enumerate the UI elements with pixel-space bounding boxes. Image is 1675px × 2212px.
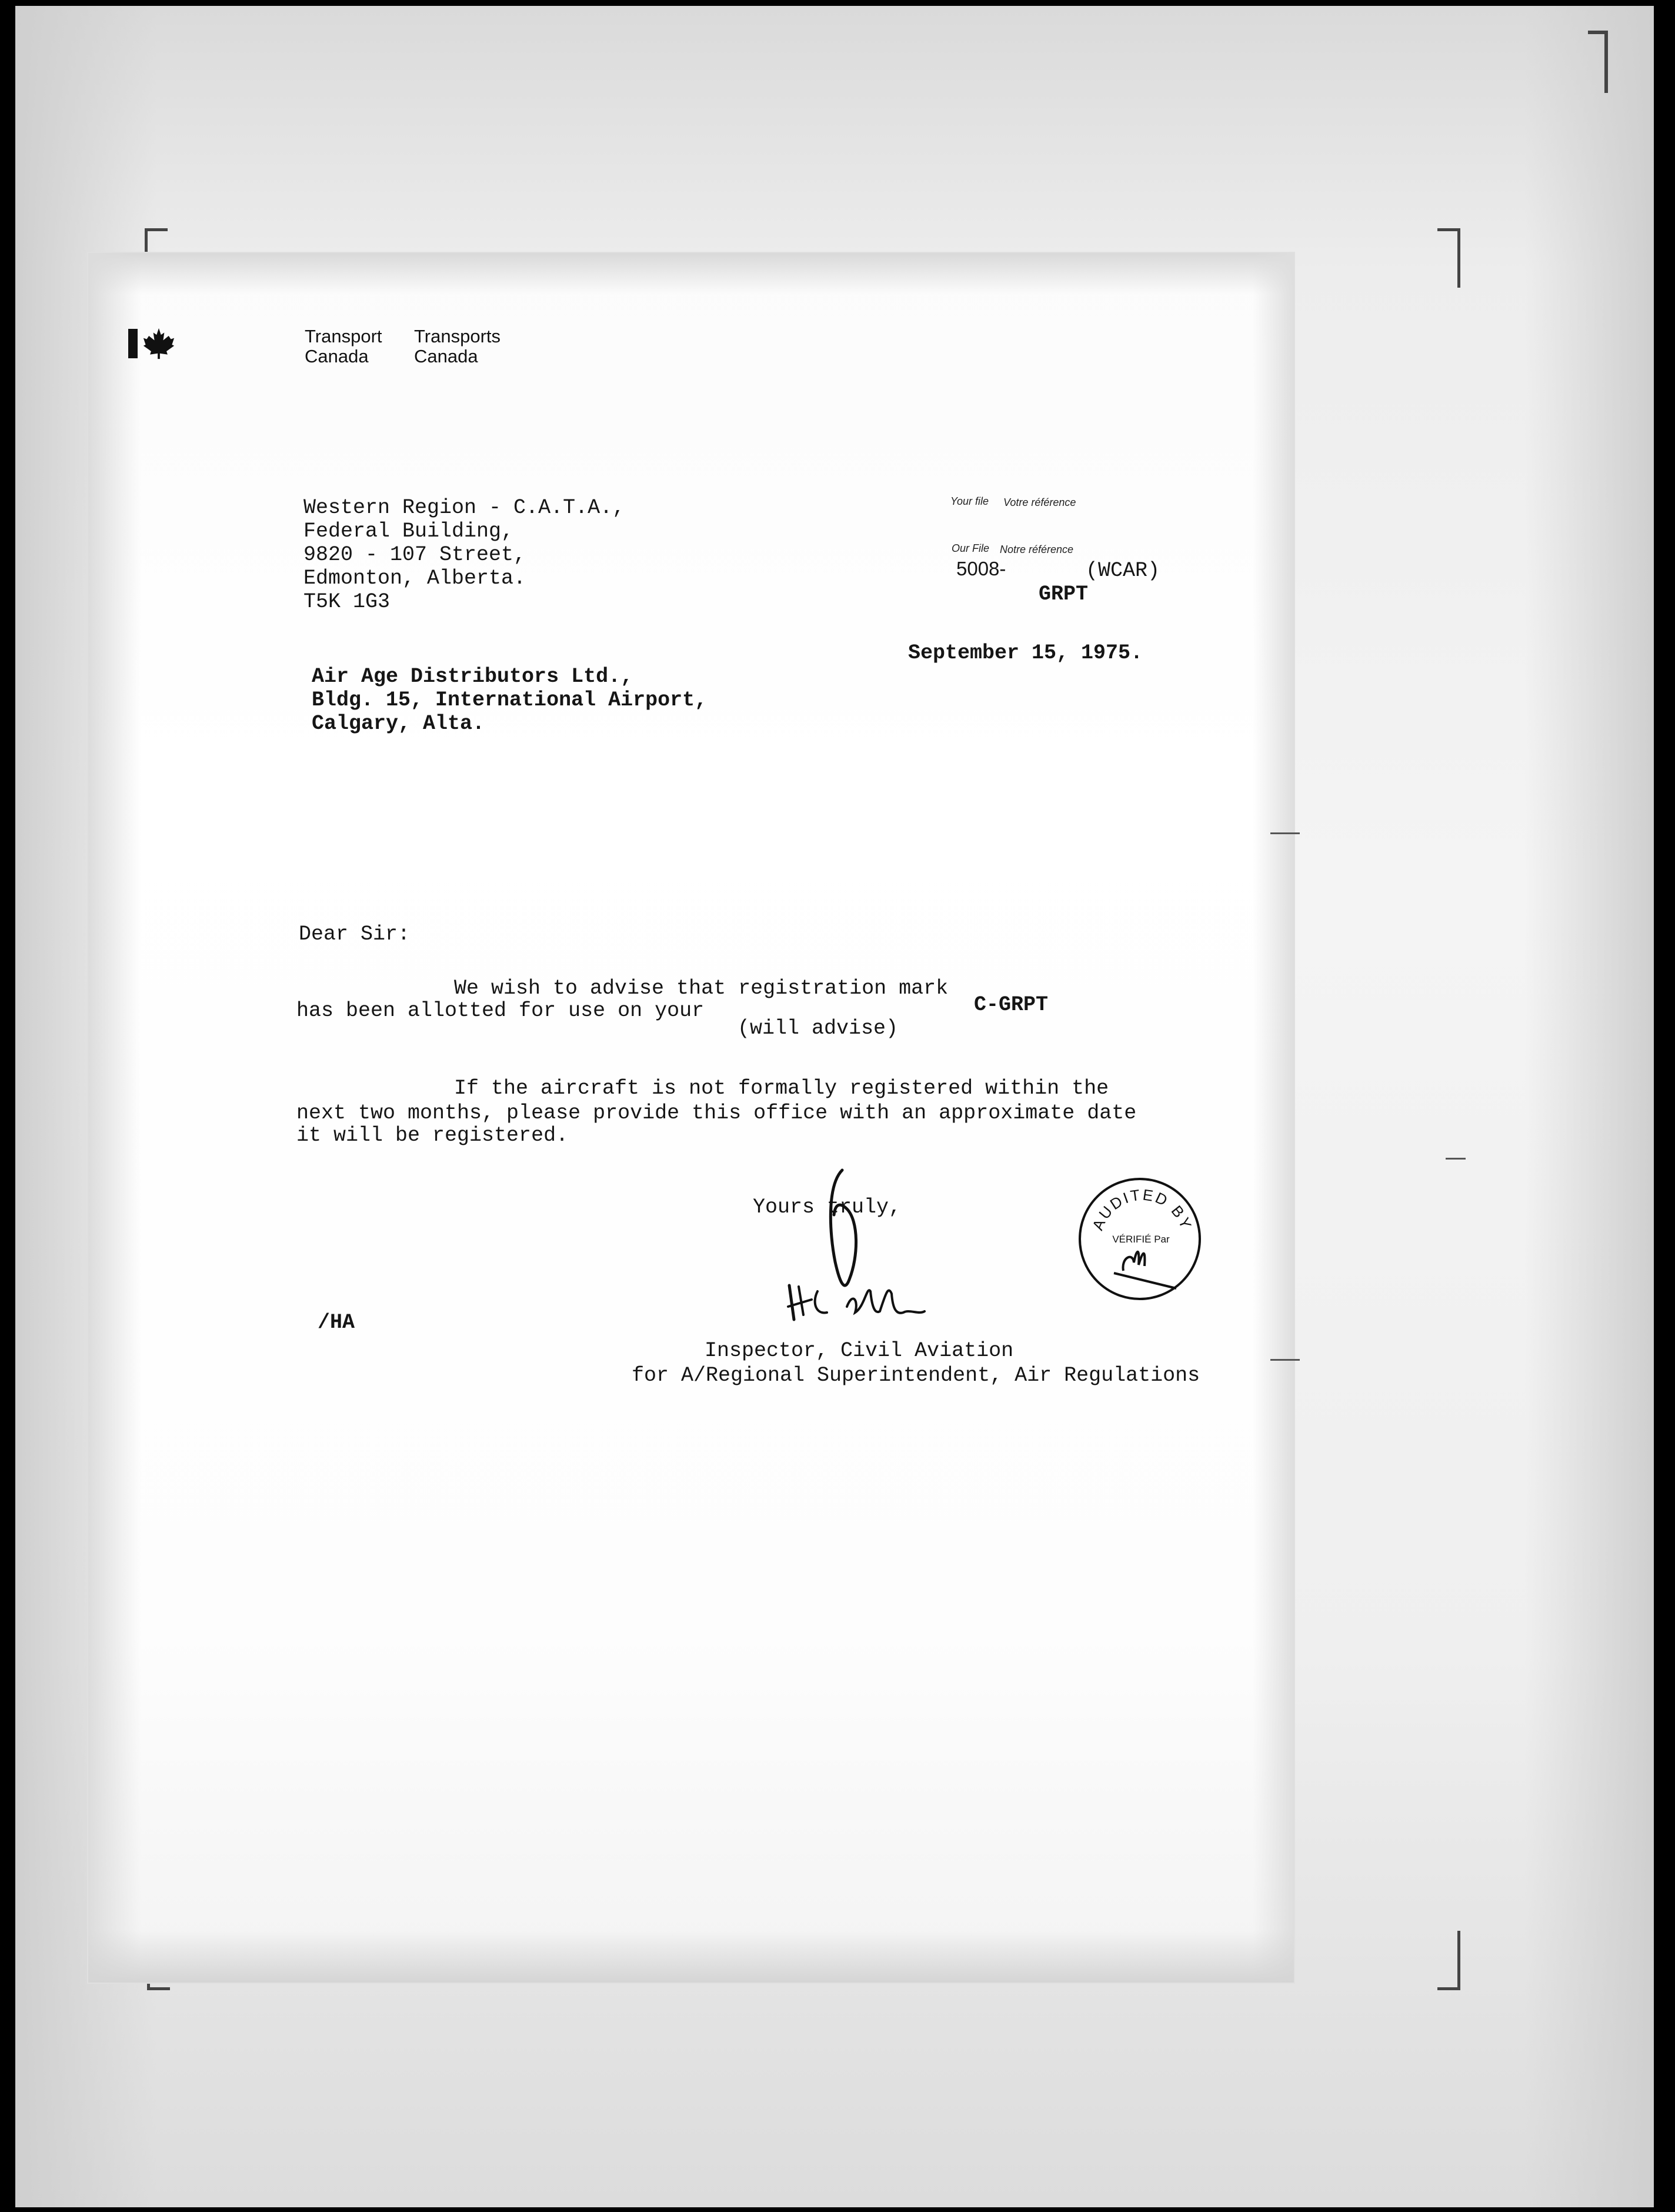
crop-mark-top-right [1437, 228, 1460, 288]
handwritten-signature [770, 1168, 959, 1350]
letter-date: September 15, 1975. [908, 641, 1143, 665]
recipient-address-line: Air Age Distributors Ltd., [312, 665, 633, 688]
maple-leaf-icon [142, 327, 175, 361]
body-text-line: it will be registered. [296, 1124, 569, 1147]
department-name-french: Transports Canada [414, 326, 501, 367]
file-region: (WCAR) [1086, 559, 1160, 582]
page-shadow-bottom [88, 1930, 1294, 1983]
typist-initials: /HA [318, 1311, 355, 1334]
your-file-label: Your file [950, 495, 989, 507]
crop-mark-outer [1588, 31, 1608, 93]
sender-address-line: Western Region - C.A.T.A., [303, 496, 625, 519]
department-name-english: Transport Canada [305, 326, 382, 367]
aircraft-note: (will advise) [738, 1017, 899, 1040]
closing: Yours truly, [753, 1195, 902, 1219]
sender-address-line: 9820 - 107 Street, [303, 543, 526, 567]
salutation: Dear Sir: [299, 922, 411, 946]
margin-tick [1446, 1158, 1466, 1160]
sender-address-line: Edmonton, Alberta. [303, 567, 526, 590]
file-suffix: GRPT [1039, 582, 1089, 606]
page-shadow-left [88, 253, 141, 1983]
body-text-line: next two months, please provide this office with an approximate date [296, 1101, 1137, 1125]
page-shadow-top [88, 253, 1294, 294]
body-text-line: If the aircraft is not formally registered within the [454, 1077, 1109, 1100]
recipient-address-line: Calgary, Alta. [312, 712, 485, 735]
recipient-address-line: Bldg. 15, International Airport, [312, 688, 708, 712]
flag-bar [128, 329, 138, 358]
margin-tick [1270, 832, 1300, 834]
signatory-title-line2: for A/Regional Superintendent, Air Regulations [632, 1364, 1200, 1387]
our-file-label-fr: Notre référence [1000, 544, 1074, 555]
registration-mark: C-GRPT [974, 993, 1049, 1017]
our-file-label: Our File [952, 542, 990, 554]
audited-by-stamp [1077, 1177, 1202, 1301]
body-text-line: We wish to advise that registration mark [454, 977, 949, 1000]
crop-mark-bottom-right [1437, 1931, 1460, 1990]
file-number: 5008- [956, 558, 1006, 579]
stamp-inner-text: VÉRIFIÉ Par [1112, 1234, 1170, 1245]
page-shadow-right [1253, 253, 1294, 1983]
frame-shade-right [1524, 6, 1654, 2207]
your-file-label-fr: Votre référence [1003, 497, 1076, 508]
stamp-top-text: AUDITED BY [1089, 1185, 1196, 1233]
sender-address-line: T5K 1G3 [303, 590, 391, 614]
sender-address-line: Federal Building, [303, 519, 514, 543]
body-text-line: has been allotted for use on your [296, 999, 705, 1022]
margin-tick [1270, 1359, 1300, 1361]
signatory-title: Inspector, Civil Aviation [705, 1339, 1014, 1362]
